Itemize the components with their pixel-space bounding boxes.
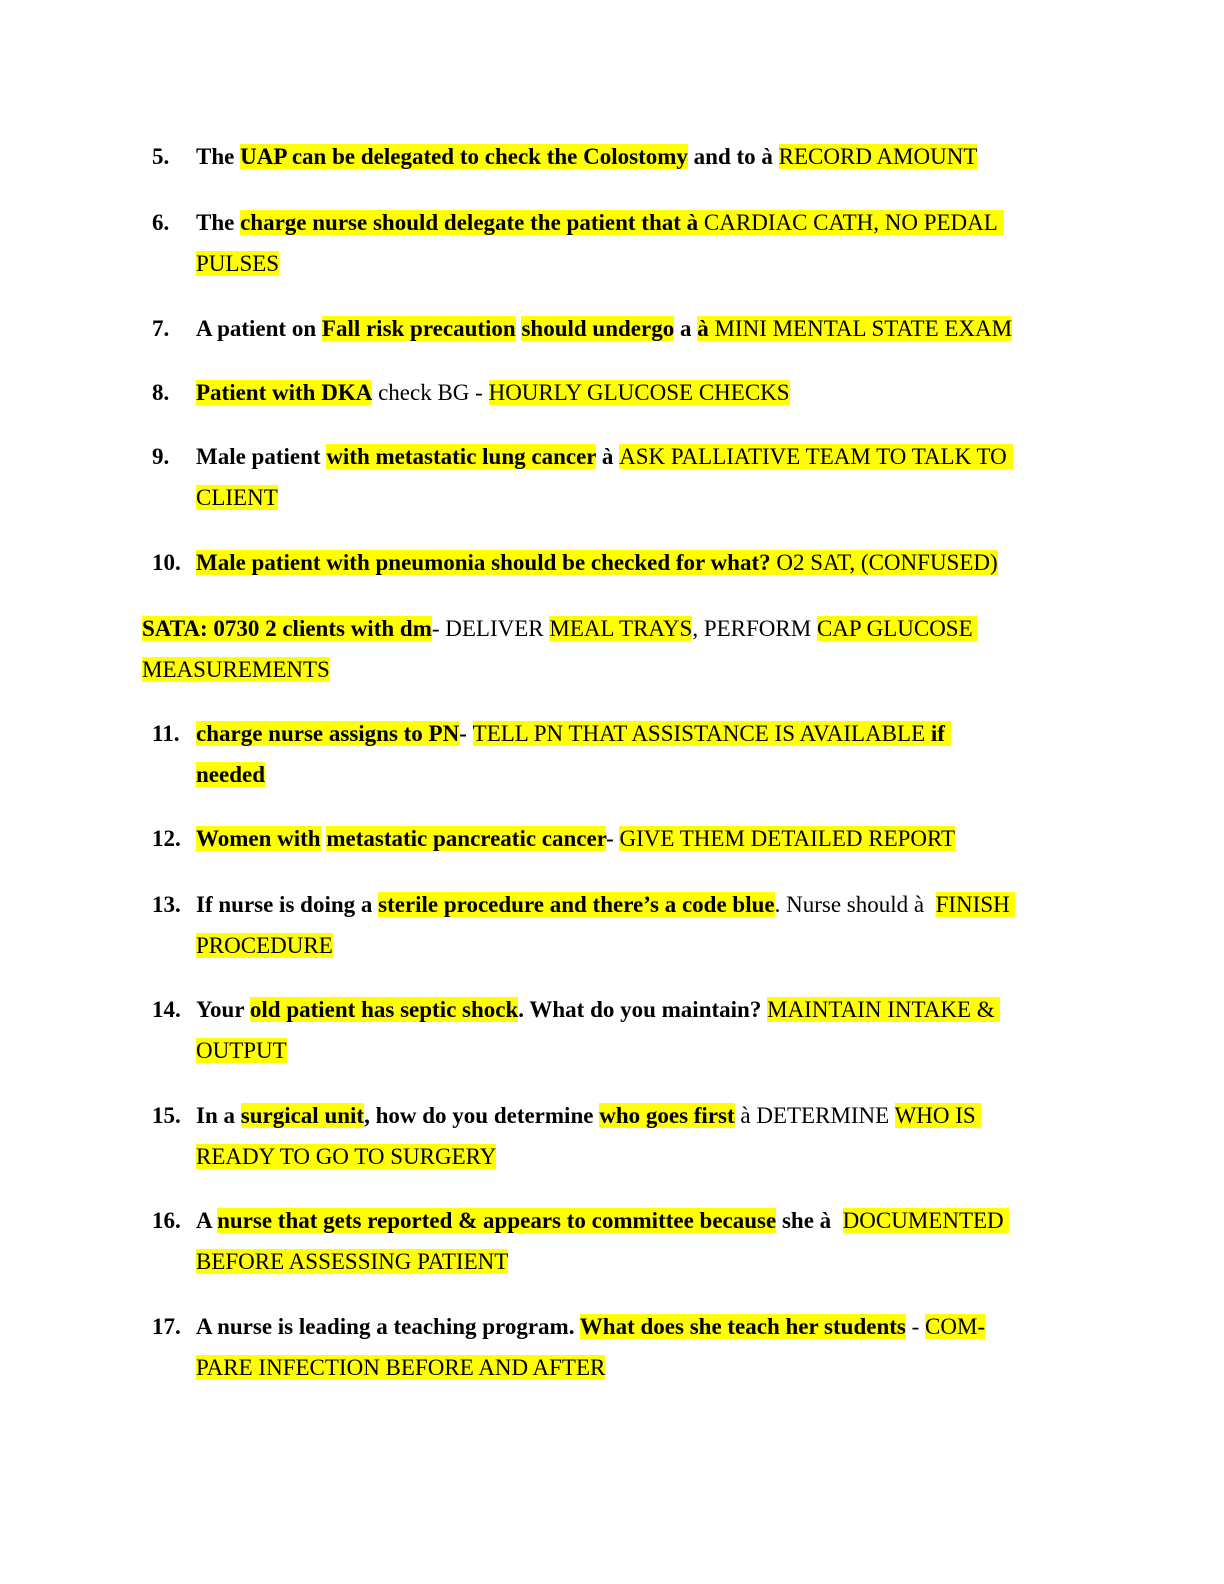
text-segment: Your (196, 997, 250, 1022)
text-segment: à DETERMINE (734, 1103, 895, 1128)
item-number: 16. (152, 1208, 181, 1233)
text-segment: A (196, 1208, 218, 1233)
text-segment: surgical unit (240, 1103, 365, 1128)
text-segment: if needed (196, 721, 951, 787)
text-segment: old patient has septic shock (249, 997, 519, 1022)
text-segment: metastatic pancreatic cancer (326, 826, 607, 851)
item-number: 6. (152, 210, 170, 235)
item-number: 9. (152, 444, 170, 469)
text-segment: In a (196, 1103, 241, 1128)
text-segment: CARDIAC CATH, NO PEDAL PULSES (196, 210, 1004, 276)
text-segment: à (596, 444, 620, 469)
text-segment: Women with (196, 826, 321, 851)
text-segment: MAINTAIN INTAKE & OUTPUT (196, 997, 1001, 1063)
item-text (196, 989, 1056, 1071)
text-segment: HOURLY GLUCOSE CHECKS (488, 380, 790, 405)
item-text (196, 436, 1076, 518)
text-segment: should undergo (521, 316, 675, 341)
text-segment: who goes first (599, 1103, 735, 1128)
text-segment: UAP can be delegated to check the Colostomy (240, 144, 688, 169)
text-segment: charge nurse should delegate the patient that à (240, 210, 704, 235)
item-number: 13. (152, 892, 181, 917)
item-number: 7. (152, 316, 170, 341)
text-segment: . What do you maintain? (518, 997, 768, 1022)
text-segment: SATA: 0730 2 clients with dm (142, 616, 432, 641)
text-segment: sterile procedure and there’s a code blue (378, 892, 775, 917)
text-segment: ASK PALLIATIVE TEAM TO TALK TO CLIENT (196, 444, 1013, 510)
text-segment: Fall risk precaution (321, 316, 516, 341)
text-segment: a (674, 316, 698, 341)
text-segment: , how do you determine (364, 1103, 600, 1128)
text-segment: charge nurse assigns to PN (196, 721, 460, 746)
text-segment: What does she teach her students (579, 1314, 906, 1339)
text-segment: The (196, 210, 241, 235)
text-segment: O2 SAT, (CONFUSED) (776, 550, 998, 575)
item-text (196, 884, 1066, 966)
text-segment: MEAL TRAYS (549, 616, 693, 641)
item-text (196, 1095, 1056, 1177)
item-number: 15. (152, 1103, 181, 1128)
text-segment: The (196, 144, 241, 169)
item-text (196, 1200, 1056, 1282)
text-segment: CAP GLUCOSE MEASUREMENTS (142, 616, 979, 682)
text-segment: GIVE THEM DETAILED REPORT (619, 826, 956, 851)
text-segment: check BG - (372, 380, 489, 405)
text-segment: - (459, 721, 473, 746)
text-segment: - (905, 1314, 926, 1339)
item-text (196, 818, 1096, 859)
text-segment: TELL PN THAT ASSISTANCE IS AVAILABLE (472, 721, 931, 746)
text-segment: , PERFORM (692, 616, 817, 641)
text-segment: she à (776, 1208, 843, 1233)
item-text (196, 136, 1076, 177)
item-number: 8. (152, 380, 170, 405)
item-text (196, 372, 1076, 413)
item-text (196, 308, 1096, 349)
text-segment: with metastatic lung cancer (326, 444, 597, 469)
text-segment: - (606, 826, 620, 851)
text-segment: A patient on (196, 316, 322, 341)
item-text (196, 202, 1056, 284)
text-segment: FINISH PROCEDURE (196, 892, 1016, 958)
text-segment: MINI MENTAL STATE EXAM (714, 316, 1013, 341)
item-number: 10. (152, 550, 181, 575)
item-number: 11. (152, 721, 180, 746)
text-segment: . Nurse should à (774, 892, 936, 917)
text-segment: DOCUMENTED BEFORE ASSESSING PATIENT (196, 1208, 1010, 1274)
text-segment: - DELIVER (431, 616, 550, 641)
text-segment: COM-PARE INFECTION BEFORE AND AFTER (196, 1314, 986, 1380)
text-segment: and to à (687, 144, 779, 169)
text-segment: à (697, 316, 715, 341)
item-text (196, 1306, 1036, 1388)
text-segment: Patient with DKA (196, 380, 373, 405)
text-segment: A nurse is leading a teaching program. (196, 1314, 580, 1339)
item-number: 17. (152, 1314, 181, 1339)
text-segment: Male patient (196, 444, 327, 469)
text-segment: RECORD AMOUNT (778, 144, 978, 169)
item-number: 14. (152, 997, 181, 1022)
text-segment: If nurse is doing a (196, 892, 379, 917)
text-segment: nurse that gets reported & appears to committee because (217, 1208, 777, 1233)
item-text (196, 713, 1016, 795)
item-number: 5. (152, 144, 170, 169)
text-segment: WHO IS READY TO GO TO SURGERY (196, 1103, 982, 1169)
sata-paragraph (142, 608, 1042, 690)
item-number: 12. (152, 826, 181, 851)
text-segment: Male patient with pneumonia should be checked for what? (196, 550, 777, 575)
item-text (196, 542, 1096, 583)
